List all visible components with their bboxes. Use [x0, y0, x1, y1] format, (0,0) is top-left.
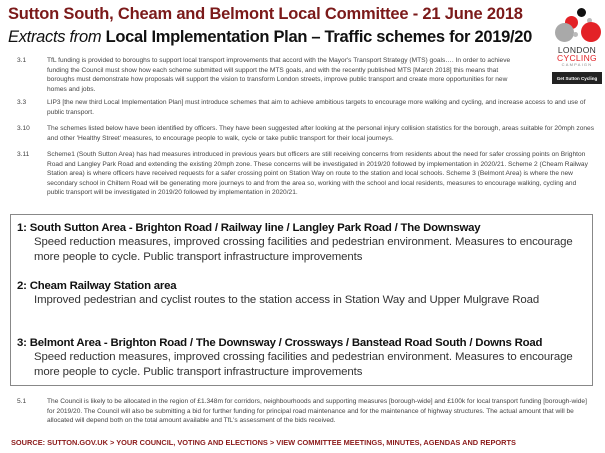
paragraph-text: TfL funding is provided to boroughs to support local transport improvements that accord with the Mayor's Transport Strategy (MTS) goals…. In order to achieve funding the Council must show how each scheme submitted will support the MTS goals, and with the recently published MTS [March 2018] this means that boroughs must demonstrate how proposals will support the vision to transform London streets, improve public transport and create more opportunities for new homes and jobs.	[47, 57, 511, 93]
scheme-description: Speed reduction measures, improved crossing facilities and pedestrian environment. Measures to encourage more people to cycle. Public transport infrastructure improvements	[34, 351, 573, 378]
paragraph-number: 3.1	[17, 57, 27, 64]
paragraph-text: The schemes listed below have been identified by officers. They have been suggested after looking at the personal injury collision statistics for the borough, areas suitable for 20mph zones and other 'Healthy Street' measures, to encourage people to walk, cycle or take public transport for their local journeys.	[47, 125, 594, 142]
logo-grey-dot-large-icon	[555, 23, 574, 42]
logo-text-campaign: CAMPAIGN	[561, 62, 593, 67]
paragraph-text: LIP3 [the new third Local Implementation Plan] must introduce schemes that aim to achieve ambitious targets to encourage more walking and cycling, and increase access to and use of public transport.	[47, 99, 586, 116]
paragraph-number: 3.3	[17, 99, 27, 106]
logo-black-dot-icon	[577, 8, 586, 17]
logo-red-dot-large-icon	[581, 22, 601, 42]
scheme-description: Improved pedestrian and cyclist routes to the station access in Station Way and Upper Mulgrave Road	[34, 294, 540, 306]
paragraph-text: Scheme1 (South Sutton Area) has had measures introduced in previous years but officers are still receiving concerns from residents about the need for safer crossing points on Brighton Road and Langley Park Road and extending the existing 20mph zone. These concerns will be investigated in 2019/20 followed by implementation in 2020/21. Scheme 2 (Cheam Railway Station area) is where officers have received requests for a safer crossing point on Station Way on route to the station and local schools. Scheme 3 (Belmont Area) is where the new secondary school in Chiltern Road will be generating more journeys to and from the area so, working with the school and local residents, measures to encourage walking, cycling and public transport will be investigated in 2019/20 followed by implementation in 2020/21.	[47, 151, 588, 197]
london-cycling-campaign-logo	[551, 2, 603, 88]
scheme-1	[17, 221, 592, 264]
document-title: Sutton South, Cheam and Belmont Local Committee - 21 June 2018	[8, 5, 523, 23]
scheme-heading: 2: Cheam Railway Station area	[17, 280, 177, 292]
subtitle-main: Local Implementation Plan – Traffic schemes for 2019/20	[105, 28, 533, 46]
scheme-heading: 3: Belmont Area - Brighton Road / The Downsway / Crossways / Banstead Road South / Downs Road	[17, 337, 543, 349]
logo-grey-dot-mini-icon	[573, 32, 578, 37]
paragraph-number: 3.11	[17, 151, 30, 158]
paragraph-text: The Council is likely to be allocated in the region of £1.348m for corridors, neighbourhoods and supporting measures [borough-wide] and £100k for local transport funding [borough-wide] for 2019/20. The Council will also be submitting a bid for further funding for principal road maintenance and for the maintenance of highway structures. The actual amount that will be allocated will depend both on the total amount available and TfL's assessment of the bids received.	[47, 398, 587, 425]
source-citation: SOURCE: SUTTON.GOV.UK > YOUR COUNCIL, VOTING AND ELECTIONS > VIEW COMMITTEE MEETINGS, MINUTES, AGENDAS AND REPORTS	[11, 438, 516, 447]
logo-badge: Get Sutton Cycling	[552, 72, 602, 84]
scheme-heading: 1: South Sutton Area - Brighton Road / Railway line / Langley Park Road / The Downsway	[17, 222, 481, 234]
scheme-2	[17, 279, 592, 308]
logo-text-london: LONDON	[557, 45, 597, 55]
document-subtitle	[8, 28, 532, 47]
subtitle-prefix: Extracts from	[8, 28, 102, 46]
scheme-3	[17, 336, 592, 379]
schemes-box	[10, 214, 593, 386]
paragraph-number: 5.1	[17, 398, 27, 405]
scheme-description: Speed reduction measures, improved crossing facilities and pedestrian environment. Measures to encourage more people to cycle. Public transport infrastructure improvements	[34, 236, 573, 263]
logo-text-cycling: CYCLING	[557, 53, 597, 63]
paragraph-number: 3.10	[17, 125, 30, 132]
